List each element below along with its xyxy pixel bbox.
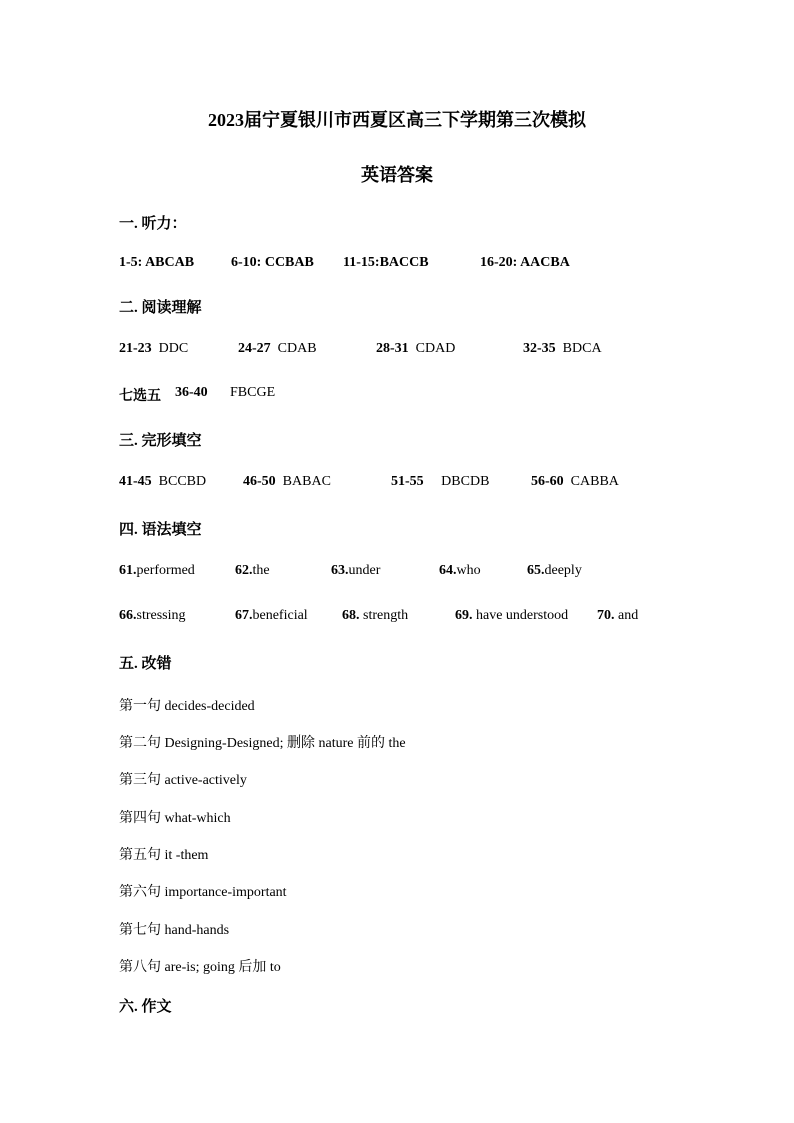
answer-group [376,341,455,357]
question-range: 24-27 [238,341,271,356]
grammar-answer [342,608,408,624]
answer-group [119,341,188,357]
section-heading-listening: 一. 听力： [119,216,187,232]
question-range: 46-50 [243,474,276,489]
answer-group [119,474,206,490]
question-number: 61. [119,563,137,578]
grammar-answer [527,563,582,579]
answer-letters: BDCA [562,341,602,356]
answer-group [231,255,314,271]
answer-group [243,474,331,490]
question-number: 65. [527,563,545,578]
grammar-answer [439,563,481,579]
answer-group [480,255,570,271]
correction-line: 第七句 hand-hands [119,923,230,938]
question-number: 70. [597,608,615,623]
page-title: 2023届宁夏银川市西夏区高三下学期第三次模拟 [208,110,586,130]
correction-line: 第三句 active-actively [119,773,247,788]
section-heading-reading: 二. 阅读理解 [119,300,202,316]
grammar-answer [455,608,568,624]
answer-word: stressing [136,608,186,623]
section-heading-cloze: 三. 完形填空 [119,433,202,449]
question-range: 1-5: [119,255,143,270]
grammar-answer [597,608,638,624]
correction-line: 第六句 importance-important [119,885,287,900]
question-range: 56-60 [531,474,564,489]
answer-group [531,474,619,490]
answer-letters: CDAD [415,341,456,356]
section-heading-correction: 五. 改错 [119,656,172,672]
grammar-answer [235,563,270,579]
answer-letters: BCCBD [158,474,207,489]
answer-group [238,341,317,357]
answer-letters: CCBAB [264,255,314,270]
question-range: 21-23 [119,341,152,356]
grammar-answer [235,608,308,624]
question-number: 63. [331,563,349,578]
page-subtitle: 英语答案 [361,165,433,185]
answer-word: beneficial [252,608,308,623]
question-number: 68. [342,608,360,623]
answer-letters: DBCDB [441,474,490,489]
question-range: 32-35 [523,341,556,356]
answer-word: strength [359,608,409,623]
answer-letters: ABCAB [145,255,195,270]
answer-word: performed [136,563,195,578]
grammar-answer [119,608,186,624]
question-number: 69. [455,608,473,623]
question-range: 16-20: [480,255,518,270]
question-range: 51-55 [391,474,424,489]
seven-five-label: 七选五 [119,389,161,404]
section-heading-grammar: 四. 语法填空 [119,522,202,538]
answer-word: have understood [472,608,569,623]
answer-letters: FBCGE [230,385,276,400]
correction-line: 第八句 are-is; going 后加 to [119,960,281,975]
answer-letters: BABAC [282,474,331,489]
correction-line: 第四句 what-which [119,811,231,826]
answer-word: deeply [544,563,582,578]
answer-word: and [614,608,639,623]
answer-letters: AACBA [520,255,570,270]
answer-group [119,255,194,271]
section-heading-writing: 六. 作文 [119,999,172,1015]
question-range: 36-40 [175,385,208,400]
question-number: 67. [235,608,253,623]
correction-line: 第一句 decides-decided [119,699,255,714]
question-number: 66. [119,608,137,623]
answer-letters: CABBA [570,474,619,489]
answer-word: who [456,563,481,578]
answer-group [391,474,489,490]
question-range: 28-31 [376,341,409,356]
question-range: 41-45 [119,474,152,489]
grammar-answer [331,563,380,579]
question-range: 6-10: [231,255,262,270]
correction-line: 第二句 Designing-Designed; 删除 nature 前的 the [119,736,406,751]
answer-letters: CDAB [277,341,317,356]
answer-word: under [348,563,381,578]
answer-group [523,341,602,357]
question-number: 64. [439,563,457,578]
answer-word: the [252,563,270,578]
answer-group [343,255,429,271]
question-number: 62. [235,563,253,578]
grammar-answer [119,563,195,579]
correction-line: 第五句 it -them [119,848,209,863]
question-range: 11-15: [343,255,380,270]
answer-letters: BACCB [379,255,429,270]
answer-letters: DDC [158,341,189,356]
